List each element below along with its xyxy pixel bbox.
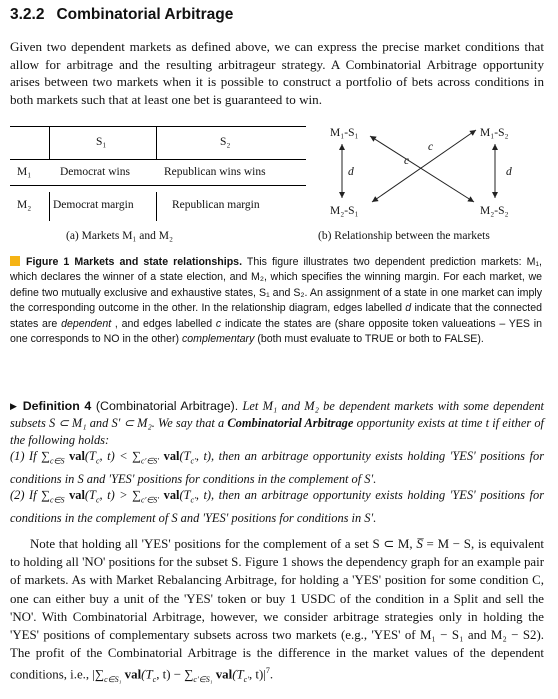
cell-m1-s1: Democrat wins: [60, 166, 130, 178]
section-title: Combinatorial Arbitrage: [56, 6, 234, 23]
section-number: 3.2.2: [10, 6, 45, 23]
edge-label-d-left: d: [348, 166, 354, 178]
caption-marker-icon: [10, 256, 20, 266]
definition-marker-icon: ▶: [10, 401, 19, 411]
node-m2-s1: M₂-S₁: [330, 205, 359, 217]
edge-label-c-left: c: [404, 155, 410, 167]
condition-1: (1) If $\sum_{c\in S}$ $val(T_c$, $t) < \sum_{c'\in S'}$ $val(T_{c'}$, t), then an arbitrage opportunity exists holding 'YES' positions for conditions in S and 'YES' positions for conditions in the complement of S′.: [10, 449, 545, 486]
edge-label-c-right: c: [428, 141, 434, 153]
definition-term: Combinatorial Arbitrage: [227, 415, 354, 430]
figure-caption: Figure 1 Markets and state relationships. This figure illustrates two dependent prediction markets: M₁, which declares the winner of a state election, and M₂, which specifies the winning margin. For each market, we define two mutually exclusive and exhaustive states, S₁ and S₂. An assignment of a state in one market can imply the corresponding outcome in the other. In the relationship diagram, edges labelled d indicate that the connected states are dependent , and edges labelled c indicate the states are (share opposite token valueations – YES in one corresponds to NO in the other) complementary (both must evaluate to TRUE or both to FALSE).: [10, 256, 542, 346]
cell-m2-s2: Republican margin: [172, 199, 260, 211]
cell-m2-s1: Democrat margin: [53, 199, 134, 211]
relationship-diagram: [316, 120, 548, 220]
node-m1-s2: M₁-S₂: [480, 127, 509, 139]
col-header-s2: S₂: [220, 136, 231, 148]
row-label-m1: M₁: [17, 166, 32, 178]
node-m2-s2: M₂-S₂: [480, 205, 509, 217]
definition-block: ▶ Definition 4 (Combinatorial Arbitrage). Let M₁ and M₂ be dependent markets with some dependent subsets S ⊂ M₁ and S′ ⊂ M₂. We say that a Combinatorial Arbitrage opportunity exists at time t if either of the following holds: (1) If $\sum_{c\in S}$ $val(T_c$, $t) < \sum_{c'\in S'}$ $val(T_{c'}$, t), then an arbitrage opportunity exists holding 'YES' positions for conditions in S and 'YES' positions for conditions in the complement of S′. (2) If $\sum_{c\in S}$ $val(T_c$, $t) > \sum_{c'\in S'}$ $val(T_{c'}$, t), then an arbitrage opportunity exists holding 'YES' positions for conditions in the complement of S and 'YES' positions for conditions in S′.: [10, 399, 545, 525]
figure-label: Figure 1 Markets and state relationships.: [26, 256, 243, 268]
condition-2: (2) If $\sum_{c\in S}$ $val(T_c$, $t) > \sum_{c'\in S'}$ $val(T_{c'}$, t), then an arbitrage opportunity exists holding 'YES' positions for conditions in the complement of S and 'YES' positions for conditions in S′.: [10, 488, 545, 525]
section-heading: [10, 6, 233, 24]
definition-heading: ▶ Definition 4 (Combinatorial Arbitrage).: [10, 399, 239, 413]
edge-label-d-right: d: [506, 166, 512, 178]
node-m1-s1: M₁-S₁: [330, 127, 359, 139]
col-header-s1: S₁: [96, 136, 107, 148]
subcaption-b: (b) Relationship between the markets: [318, 230, 490, 242]
row-label-m2: M₂: [17, 199, 32, 211]
edge-c-m2s1-m1s2: [372, 130, 476, 202]
markets-table: [10, 126, 306, 230]
footnote-ref[interactable]: 7: [265, 666, 270, 676]
intro-paragraph: Given two dependent markets as defined above, we can express the precise market conditions that allow for arbitrage and the resulting arbitrageur strategy. A Combinatorial Arbitrage opportunity arises between two markets when it is possible to construct a portfolio of bets across conditions in both markets such that at least one bet is guaranteed to win.: [10, 39, 544, 107]
body-paragraph: Note that holding all 'YES' positions for the complement of a set S ⊂ M, S̅ = M − S, is equivalent to holding all 'NO' positions for the subset S. Figure 1 shows the dependency graph for an example pair of markets. As with Market Rebalancing Arbitrage, for holding a 'YES' position for some condition C, one can either buy a unit of the 'YES' token or buy 1 USDC of the condition in a Split and sell the 'NO'. With Combinatorial Arbitrage, however, we consider arbitrage strategies only in holding the 'YES' positions of complementary subsets across two markets (e.g., 'YES' of M₁ − S₁ and M₂ − S2). The profit of the Combinatorial Arbitrage is the difference in the market values of the dependent conditions, i.e., $|\sum_{c\in S_1}$ $val(T_c$, $t) - \sum_{c'\in S_1}$ $val(T_{c'}$, $t)|^7$.: [10, 537, 544, 685]
subcaption-a: (a) Markets M₁ and M₂: [66, 230, 174, 242]
cell-m1-s2: Republican wins wins: [164, 166, 266, 178]
